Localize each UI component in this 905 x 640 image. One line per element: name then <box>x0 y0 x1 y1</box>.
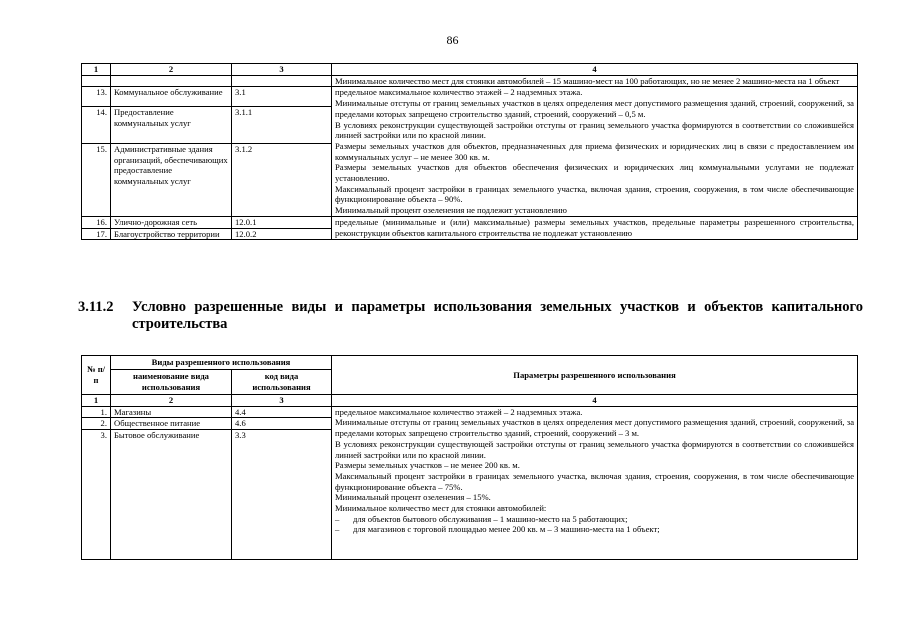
table-row <box>82 87 858 106</box>
row-number: 1. <box>82 406 111 418</box>
section-number: 3.11.2 <box>78 299 114 315</box>
use-code: 12.0.2 <box>232 228 332 240</box>
param-line: В условиях реконструкции существующей застройки отступы от границ земельного участка формируются в соответствии со сложившейся линией застройки или по красной линии. <box>335 438 855 460</box>
list-item <box>335 524 854 535</box>
column-number: 2 <box>111 64 232 76</box>
header-name: наименование вида использования <box>111 370 232 395</box>
table-row <box>82 406 858 418</box>
row-number: 2. <box>82 418 111 430</box>
use-code: 4.4 <box>232 406 332 418</box>
use-code: 3.1.2 <box>232 144 332 217</box>
table-conditional-uses <box>81 355 858 560</box>
column-number: 4 <box>332 64 858 76</box>
list-text: для объектов бытового обслуживания – 1 машино-место на 5 работающих; <box>353 513 628 524</box>
use-name: Коммунальное обслуживание <box>111 87 232 106</box>
section-heading <box>78 299 863 333</box>
table-row <box>82 216 858 228</box>
use-name: Общественное питание <box>111 418 232 430</box>
header-code: код вида использования <box>232 370 332 395</box>
param-line: В условиях реконструкции существующей застройки отступы от границ земельного участка формируются в соответствии со сложившейся линией застройки или по красной линии. <box>335 119 854 141</box>
row-number: 15. <box>82 144 111 217</box>
param-line: предельное максимальное количество этажей – 2 надземных этажа. <box>335 87 583 98</box>
row-number: 17. <box>82 228 111 240</box>
column-number: 4 <box>332 395 858 407</box>
list-item <box>335 514 854 525</box>
param-line: Минимальные отступы от границ земельных участков в целях определения мест допустимого размещения зданий, строений, сооружений, за пределами которых запрещено строительство зданий, строений, сооружений – 0,5 м. <box>335 98 854 119</box>
use-code: 3.3 <box>232 430 332 560</box>
page-number: 86 <box>446 33 459 47</box>
table-row <box>82 75 858 87</box>
list-text: для магазинов с торговой площадью менее 200 кв. м – 3 машино-места на 1 объект; <box>353 524 660 535</box>
param-line: Максимальный процент застройки в границах земельного участка, включая здания, строения, сооружения, в том числе обеспечивающие функционирование объекта – 90%. <box>335 183 854 205</box>
header-num: № п/п <box>82 356 111 395</box>
use-name: Улично-дорожная сеть <box>111 216 232 228</box>
row-number: 13. <box>82 87 111 106</box>
column-number: 1 <box>82 64 111 76</box>
table-header-row <box>82 356 858 370</box>
row-number: 16. <box>82 216 111 228</box>
column-number: 2 <box>111 395 232 407</box>
param-line: Размеры земельных участков для объектов обеспечения физических и юридических лиц коммунальными услугами не подлежат установлению. <box>335 162 854 184</box>
table-column-numbers <box>82 64 858 76</box>
use-name: Магазины <box>111 406 232 418</box>
column-number: 1 <box>82 395 111 407</box>
use-name: Благоустройство территории <box>111 228 232 240</box>
param-line: Минимальный процент озеленения – 15%. <box>335 492 491 503</box>
use-code: 3.1.1 <box>232 106 332 143</box>
params-cell: Минимальное количество мест для стоянки автомобилей – 15 машино-мест на 100 работающих, но не менее 2 машино-места на 1 объект <box>332 75 858 87</box>
section-title: Условно разрешенные виды и параметры использования земельных участков и объектов капитального строительства <box>132 299 863 332</box>
params-cell: предельные (минимальные и (или) максимальные) размеры земельных участков, предельные параметры разрешенного строительства, реконструкции объектов капитального строительства не подлежат установлению <box>332 216 858 239</box>
param-line: Минимальные отступы от границ земельных участков в целях определения мест допустимого размещения зданий, строений, сооружений, за пределами которых запрещено строительство зданий, строений, сооружений – 3 м. <box>335 417 855 439</box>
table-permitted-uses-continued <box>81 63 858 240</box>
use-code: 4.6 <box>232 418 332 430</box>
row-number: 3. <box>82 430 111 560</box>
param-line: Минимальный процент озеленения не подлежит установлению <box>335 205 567 216</box>
use-name: Бытовое обслуживание <box>111 430 232 560</box>
header-params: Параметры разрешенного использования <box>332 356 858 395</box>
table-column-numbers <box>82 395 858 407</box>
use-code: 3.1 <box>232 87 332 106</box>
row-number: 14. <box>82 106 111 143</box>
param-line: предельное максимальное количество этажей – 2 надземных этажа. <box>335 406 583 417</box>
params-cell <box>332 406 858 559</box>
column-number: 3 <box>232 395 332 407</box>
params-cell <box>332 87 858 216</box>
param-line: Максимальный процент застройки в границах земельного участка, включая здания, строения, сооружения, в том числе обеспечивающие функционирование объекта – 75%. <box>335 470 855 492</box>
column-number: 3 <box>232 64 332 76</box>
use-code: 12.0.1 <box>232 216 332 228</box>
use-name: Административные здания организаций, обеспечивающих предоставление коммунальных услуг <box>111 144 232 217</box>
param-line: Минимальное количество мест для стоянки автомобилей: <box>335 503 547 514</box>
list-dash: – <box>335 524 340 535</box>
param-line: Размеры земельных участков для объектов, предназначенных для приема физических и юридических лиц в связи с предоставлением им коммунальных услуг – не менее 300 кв. м. <box>335 140 854 162</box>
use-name: Предоставление коммунальных услуг <box>111 106 232 143</box>
header-group: Виды разрешенного использования <box>111 356 332 370</box>
param-line: Размеры земельных участков – не менее 200 кв. м. <box>335 460 520 471</box>
list-dash: – <box>335 513 340 524</box>
